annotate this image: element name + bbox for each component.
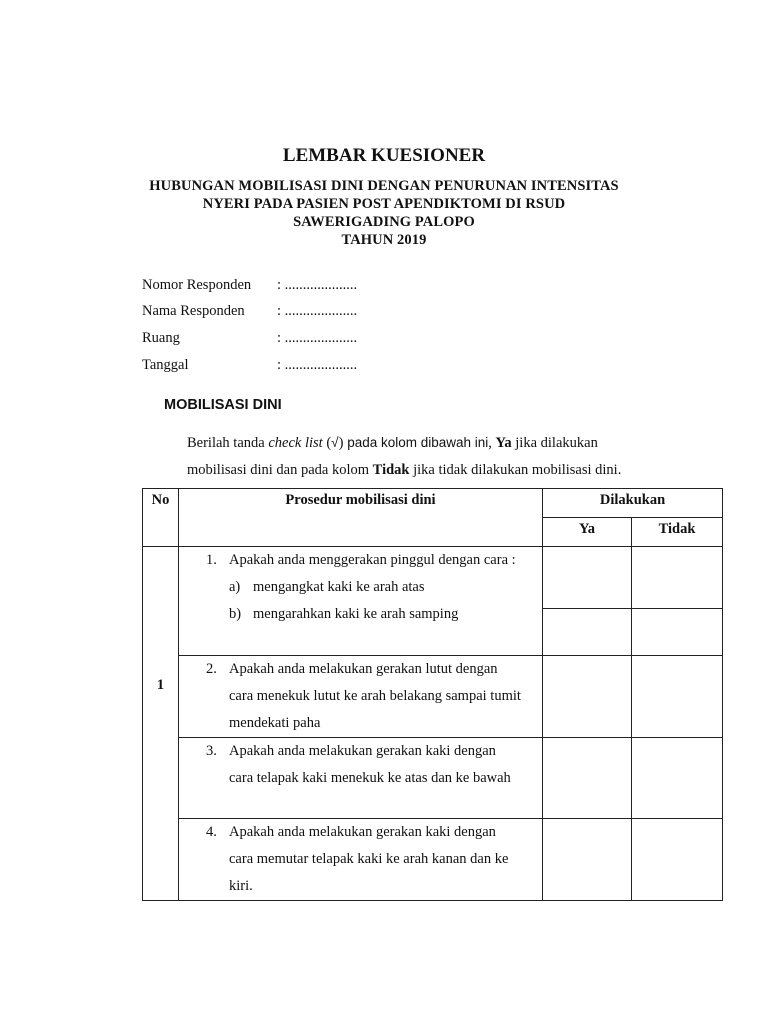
instruction-text: , (488, 435, 496, 451)
header-procedure (179, 489, 543, 547)
option-line (206, 574, 542, 601)
answer-tidak-3[interactable] (632, 738, 723, 819)
question-3 (179, 738, 543, 819)
question-text: Apakah anda melakukan gerakan kaki dengan (229, 824, 496, 840)
option-key: b) (229, 606, 242, 622)
field-value-tanggal[interactable]: : .................... (277, 357, 358, 373)
subtitle-line-3: SAWERIGADING PALOPO (293, 214, 475, 230)
instruction-text: mobilisasi dini dan pada kolom (187, 462, 373, 478)
option-key: a) (229, 579, 241, 595)
answer-tidak-1a[interactable] (632, 547, 723, 609)
subtitle-line-2: NYERI PADA PASIEN POST APENDIKTOMI DI RSUD (202, 196, 566, 212)
answer-ya-3[interactable] (543, 738, 632, 819)
question-line: cara menekuk lutut ke arah belakang sampai tumit (229, 688, 521, 704)
answer-tidak-1b[interactable] (632, 609, 723, 656)
checkmark-icon: √ (331, 435, 339, 450)
header-procedure-label: Prosedur mobilisasi dini (285, 492, 436, 508)
subtitle-line-4: TAHUN 2019 (341, 232, 427, 248)
question-2 (179, 656, 543, 738)
question-text: Apakah anda melakukan gerakan kaki dengan (229, 743, 496, 759)
header-no-col (632, 518, 723, 547)
instruction-italic: check list (268, 435, 323, 451)
instruction-text: jika tidak dilakukan mobilisasi dini. (409, 462, 622, 478)
header-no (143, 489, 179, 547)
answer-ya-1b[interactable] (543, 609, 632, 656)
section-title: MOBILISASI DINI (164, 397, 282, 413)
header-tidak-label: Tidak (658, 521, 696, 537)
question-line (206, 819, 542, 846)
answer-ya-2[interactable] (543, 656, 632, 738)
instruction-text: Berilah tanda (187, 435, 269, 451)
instruction-bold-tidak: Tidak (372, 462, 410, 478)
question-line (206, 547, 542, 574)
header-no-label: No (151, 492, 170, 508)
instruction-line-2 (187, 462, 621, 479)
question-number: 3. (206, 743, 217, 759)
option-text: mengangkat kaki ke arah atas (253, 579, 425, 595)
question-line: mendekati paha (229, 715, 321, 731)
instruction-line-1 (187, 435, 598, 452)
question-line (206, 738, 542, 765)
field-label-nomor-responden: Nomor Responden (142, 277, 252, 293)
answer-ya-1a[interactable] (543, 547, 632, 609)
field-value-nomor-responden[interactable]: : .................... (277, 277, 358, 293)
option-text: mengarahkan kaki ke arah samping (253, 606, 459, 622)
question-text: Apakah anda melakukan gerakan lutut dengan (229, 661, 498, 677)
header-yes-label: Ya (578, 521, 596, 537)
header-done (543, 489, 723, 518)
question-line: kiri. (229, 878, 253, 894)
row-number-label: 1 (156, 677, 165, 693)
answer-tidak-4[interactable] (632, 819, 723, 901)
field-label-tanggal: Tanggal (142, 357, 189, 373)
table-row (143, 656, 723, 738)
questionnaire-table (142, 488, 723, 901)
option-line (206, 601, 542, 628)
question-number: 1. (206, 552, 217, 568)
subtitle-line-1: HUBUNGAN MOBILISASI DINI DENGAN PENURUNAN INTENSITAS (149, 178, 619, 194)
table-row (143, 738, 723, 819)
instruction-text: pada kolom dibawah ini (343, 435, 489, 450)
question-line: cara telapak kaki menekuk ke atas dan ke bawah (229, 770, 511, 786)
instruction-text: ( (322, 435, 332, 451)
document-title: LEMBAR KUESIONER (282, 145, 486, 166)
field-value-nama-responden[interactable]: : .................... (277, 303, 358, 319)
instruction-bold-ya: Ya (495, 435, 512, 451)
question-1 (179, 547, 543, 656)
answer-ya-4[interactable] (543, 819, 632, 901)
question-text: Apakah anda menggerakan pinggul dengan cara : (229, 552, 516, 568)
header-done-label: Dilakukan (599, 492, 666, 508)
question-4 (179, 819, 543, 901)
row-number (143, 547, 179, 901)
table-row (143, 819, 723, 901)
instruction-text: jika dilakukan (511, 435, 598, 451)
table-row (143, 547, 723, 609)
field-label-nama-responden: Nama Responden (142, 303, 245, 319)
question-number: 2. (206, 661, 217, 677)
question-number: 4. (206, 824, 217, 840)
answer-tidak-2[interactable] (632, 656, 723, 738)
question-line: cara memutar telapak kaki ke arah kanan dan ke (229, 851, 509, 867)
question-line (206, 656, 542, 683)
field-value-ruang[interactable]: : .................... (277, 330, 358, 346)
header-yes (543, 518, 632, 547)
field-label-ruang: Ruang (142, 330, 180, 346)
instruction-text: ) (338, 435, 344, 451)
